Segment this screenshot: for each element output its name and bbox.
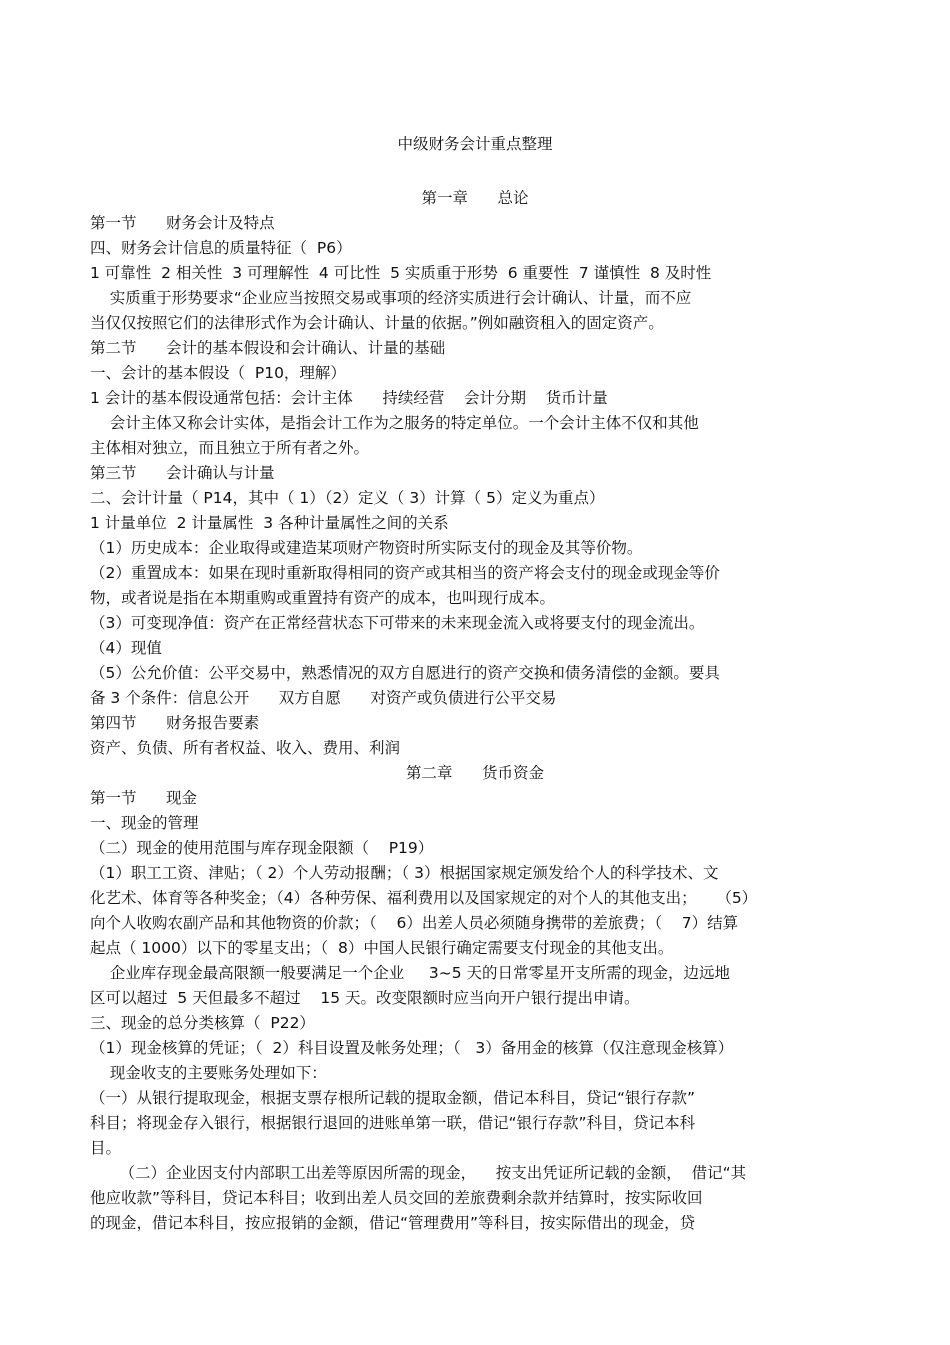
text-line: 起点（ 1000）以下的零星支出；（ 8）中国人民银行确定需要支付现金的其他支出。 (90, 939, 674, 957)
text-line: 现金收支的主要账务处理如下： (90, 1064, 327, 1082)
text-line: （二）企业因支付内部职工出差等原因所需的现金， 按支出凭证所记载的金额， 借记“其 (90, 1164, 747, 1182)
text-line: 1 可靠性 2 相关性 3 可理解性 4 可比性 5 实质重于形势 6 重要性 7 谨慎性 8 及时性 (90, 264, 712, 282)
text-line: 他应收款”等科目，贷记本科目；收到出差人员交回的差旅费剩余款并结算时，按实际收回 (90, 1189, 703, 1207)
text-line: 1 会计的基本假设通常包括：会计主体 持续经营 会计分期 货币计量 (90, 389, 608, 407)
subsection-heading: 一、现金的管理 (90, 814, 199, 832)
chapter-heading-2: 第二章 货币资金 (405, 764, 545, 782)
text-line: （一）从银行提取现金，根据支票存根所记载的提取金额，借记本科目，贷记“银行存款” (90, 1089, 696, 1107)
text-line: （1）职工工资、津贴；（ 2）个人劳动报酬；（ 3）根据国家规定颁发给个人的科学技术、文 (90, 864, 719, 882)
text-line: （1）现金核算的凭证；（ 2）科目设置及帐务处理；（ 3）备用金的核算（仅注意现金核算） (90, 1039, 734, 1057)
text-line: 区可以超过 5 天但最多不超过 15 天。改变限额时应当向开户银行提出申请。 (90, 989, 640, 1007)
text-line: 实质重于形势要求“企业应当按照交易或事项的经济实质进行会计确认、计量，而不应 (90, 289, 692, 307)
text-line: 企业库存现金最高限额一般要满足一个企业 3~5 天的日常零星开支所需的现金，边远地 (90, 964, 730, 982)
text-line: 目。 (90, 1139, 122, 1157)
text-line: 主体相对独立，而且独立于所有者之外。 (90, 439, 370, 457)
text-line: （4）现值 (90, 639, 162, 657)
document-title: 中级财务会计重点整理 (397, 135, 553, 153)
text-line: 当仅仅按照它们的法律形式作为会计确认、计量的依据。”例如融资租入的固定资产。 (90, 314, 664, 332)
text-line: （2）重置成本：如果在现时重新取得相同的资产或其相当的资产将会支付的现金或现金等价 (90, 564, 720, 582)
text-line: 备 3 个条件：信息公开 双方自愿 对资产或负债进行公平交易 (90, 689, 557, 707)
chapter-heading-1: 第一章 总论 (421, 189, 529, 207)
subsection-heading: 四、财务会计信息的质量特征（ P6） (90, 239, 352, 257)
subsection-heading: 二、会计计量（ P14，其中（ 1）（2）定义（ 3）计算（ 5）定义为重点） (90, 489, 605, 507)
text-line: 的现金，借记本科目，按应报销的金额，借记“管理费用”等科目，按实际借出的现金，贷 (90, 1214, 696, 1232)
text-line: （5）公允价值：公平交易中，熟悉情况的双方自愿进行的资产交换和债务清偿的金额。要具 (90, 664, 720, 682)
text-line: 1 计量单位 2 计量属性 3 各种计量属性之间的关系 (90, 514, 449, 532)
section-heading: 第一节 财务会计及特点 (90, 214, 275, 232)
section-heading: 第一节 现金 (90, 789, 198, 807)
text-line: 物，或者说是指在本期重购或重置持有资产的成本，也叫现行成本。 (90, 589, 556, 607)
text-line: 化艺术、体育等各种奖金；（4）各种劳保、福利费用以及国家规定的对个人的其他支出； （5） (90, 889, 758, 907)
section-heading: 第四节 财务报告要素 (90, 714, 260, 732)
text-line: （3）可变现净值：资产在正常经营状态下可带来的未来现金流入或将要支付的现金流出。 (90, 614, 705, 632)
section-heading: 第二节 会计的基本假设和会计确认、计量的基础 (90, 339, 446, 357)
text-line: 资产、负债、所有者权益、收入、费用、利润 (90, 739, 401, 757)
text-line: 会计主体又称会计实体，是指会计工作为之服务的特定单位。一个会计主体不仅和其他 (90, 414, 699, 432)
subsection-heading: （二）现金的使用范围与库存现金限额（ P19） (90, 839, 434, 857)
section-heading: 第三节 会计确认与计量 (90, 464, 275, 482)
subsection-heading: 三、现金的总分类核算（ P22） (90, 1014, 315, 1032)
text-line: 科目；将现金存入银行，根据银行退回的进账单第一联，借记“银行存款”科目，贷记本科 (90, 1114, 696, 1132)
text-line: 向个人收购农副产品和其他物资的价款；（ 6）出差人员必须随身携带的差旅费；（ 7）结算 (90, 914, 739, 932)
text-line: （1）历史成本：企业取得或建造某项财产物资时所实际支付的现金及其等价物。 (90, 539, 643, 557)
subsection-heading: 一、会计的基本假设（ P10，理解） (90, 364, 346, 382)
